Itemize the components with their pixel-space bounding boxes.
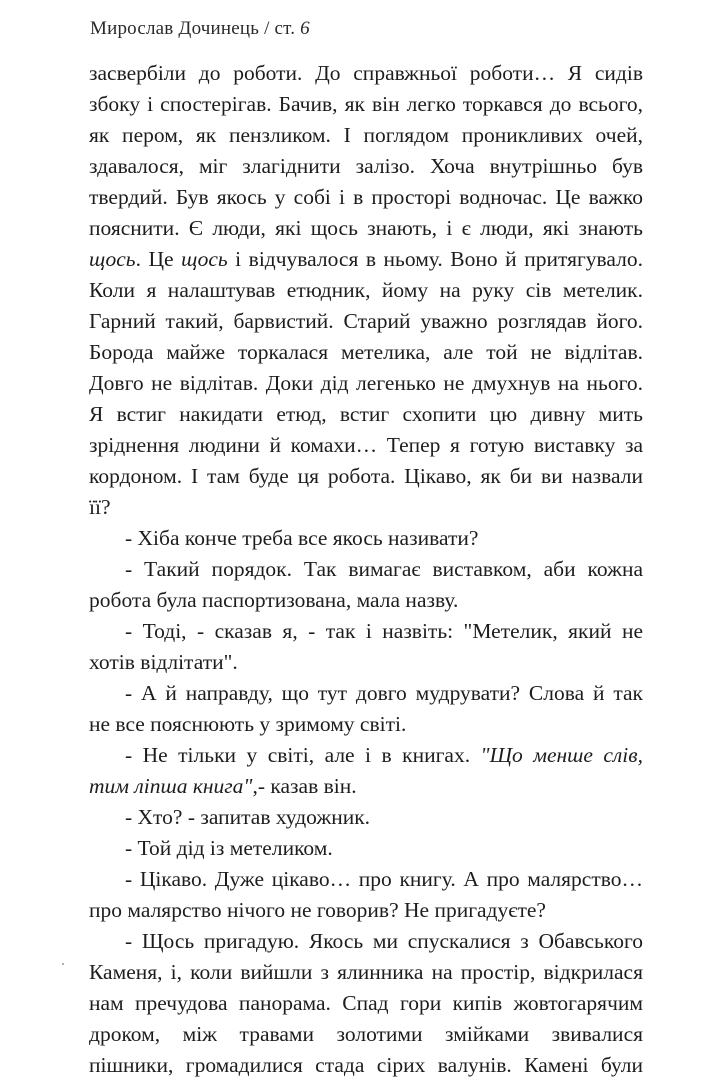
text-line: нам пречудова панорама. Спад гори кипів жовтогарячим <box>89 991 643 1015</box>
header-author-title: Мирослав Дочинець / ст. <box>90 18 301 39</box>
text-line: її? <box>89 495 111 519</box>
text-line: Коли я налаштував етюдник, йому на руку сів метелик. <box>89 278 643 302</box>
text-line: дроком, між травами золотими змійками звивалися <box>89 1022 643 1046</box>
text-line: Я встиг накидати етюд, встиг схопити цю дивну мить <box>89 402 643 426</box>
text-line: кордоном. І там буде ця робота. Цікаво, як би ви назвали <box>89 464 643 488</box>
dialogue-line: - Хто? - запитав художник. <box>125 805 371 829</box>
dialogue-line: - Цікаво. Дуже цікаво… про книгу. А про малярство… <box>125 867 643 891</box>
dialogue-line: - Щось пригадую. Якось ми спускалися з Обавського <box>125 929 643 953</box>
text-line: тим ліпша книга",- казав він. <box>89 774 357 798</box>
text-line: збоку і спостерігав. Бачив, як він легко торкався до всього, <box>89 92 643 116</box>
text-line: Гарний такий, барвистий. Старий уважно розглядав його. <box>89 309 643 333</box>
dialogue-line: - Такий порядок. Так вимагає виставком, аби кожна <box>125 557 643 581</box>
text-line: пішники, громадилися стада сірих валунів. Камені були <box>89 1053 643 1077</box>
text-line: про малярство нічого не говорив? Не пригадуєте? <box>89 898 546 922</box>
text-line: Борода майже торкалася метелика, але той не відлітав. <box>89 340 643 364</box>
page-body-text <box>89 58 643 1081</box>
text-line: як пером, як пензликом. І поглядом проникливих очей, <box>89 123 643 147</box>
text-line: засвербіли до роботи. До справжньої роботи… Я сидів <box>89 61 643 85</box>
running-header <box>90 18 310 40</box>
text-line: Довго не відлітав. Доки дід легенько не дмухнув на нього. <box>89 371 643 395</box>
dialogue-line: - Той дід із метеликом. <box>125 836 333 860</box>
page-number: 6 <box>300 18 310 39</box>
dialogue-line: - Не тільки у світі, але і в книгах. "Що менше слів, <box>125 743 643 767</box>
text-line: пояснити. Є люди, які щось знають, і є люди, які знають <box>89 216 643 240</box>
scan-speck <box>62 963 64 965</box>
text-line: зріднення людини й комахи… Тепер я готую виставку за <box>89 433 643 457</box>
text-line: не все пояснюють у зримому світі. <box>89 712 407 736</box>
text-line: здавалося, міг злагіднити залізо. Хоча внутрішньо був <box>89 154 643 178</box>
text-line: робота була паспортизована, мала назву. <box>89 588 459 612</box>
dialogue-line: - А й направду, що тут довго мудрувати? Слова й так <box>125 681 643 705</box>
dialogue-line: - Тоді, - сказав я, - так і назвіть: "Метелик, який не <box>125 619 643 643</box>
text-line: твердий. Був якось у собі і в просторі водночас. Це важко <box>89 185 643 209</box>
dialogue-line: - Хіба конче треба все якось називати? <box>125 526 479 550</box>
text-line: щось. Це щось і відчувалося в ньому. Воно й притягувало. <box>89 247 643 271</box>
text-line: хотів відлітати". <box>89 650 238 674</box>
text-line: Каменя, і, коли вийшли з ялинника на простір, відкрилася <box>89 960 643 984</box>
